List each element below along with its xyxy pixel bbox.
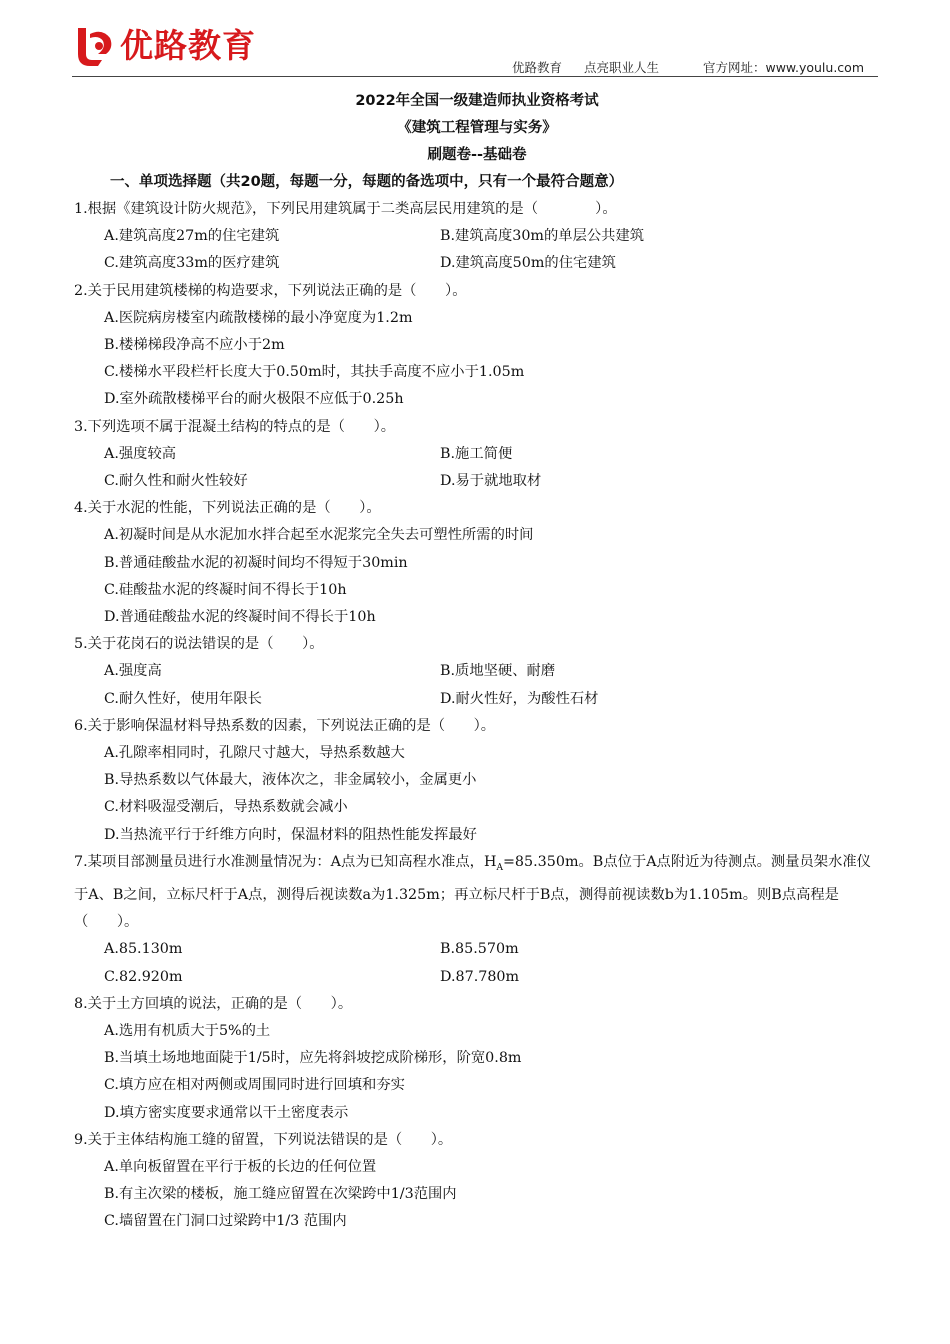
option-list — [74, 740, 880, 849]
option-c: C.建筑高度33m的医疗建筑 — [104, 255, 280, 272]
logo-text: 优路教育 — [120, 26, 256, 65]
option-list — [74, 936, 880, 990]
subscript-a: A — [496, 862, 503, 873]
question-stem — [74, 849, 880, 936]
document-body — [74, 88, 880, 1236]
option-d: D.当热流平行于纤维方向时，保温材料的阻热性能发挥最好 — [104, 826, 477, 843]
section-heading: 一、单项选择题（共20题，每题一分，每题的备选项中，只有一个最符合题意） — [110, 174, 624, 190]
option-b: B.建筑高度30m的单层公共建筑 — [440, 228, 645, 245]
question-stem: 4.关于水泥的性能，下列说法正确的是（ ）。 — [74, 500, 381, 517]
paper-title: 刷题卷--基础卷 — [427, 147, 527, 163]
option-c: C.墙留置在门洞口过梁跨中1/3 范围内 — [104, 1213, 347, 1230]
website-link[interactable]: 官方网址：www.youlu.com — [702, 60, 864, 75]
option-b: B.施工简便 — [440, 445, 513, 462]
option-list — [74, 522, 880, 631]
question-stem: 8.关于土方回填的说法，正确的是（ ）。 — [74, 995, 353, 1012]
option-d: D.填方密实度要求通常以干土密度表示 — [104, 1104, 349, 1121]
question-stem: 6.关于影响保温材料导热系数的因素，下列说法正确的是（ ）。 — [74, 717, 496, 734]
option-c: C.材料吸湿受潮后，导热系数就会减小 — [104, 799, 348, 816]
option-b: B.质地坚硬、耐磨 — [440, 663, 556, 680]
option-b: B.当填土场地地面陡于1/5时，应先将斜坡挖成阶梯形，阶宽0.8m — [104, 1050, 522, 1067]
question-stem: 3.下列选项不属于混凝土结构的特点的是（ ）。 — [74, 418, 396, 435]
stem-part-1: 7.某项目部测量员进行水准测量情况为：A点为已知高程水准点，H — [74, 853, 497, 870]
option-list — [74, 1154, 880, 1236]
option-list — [74, 1018, 880, 1127]
option-d: D.建筑高度50m的住宅建筑 — [440, 255, 616, 272]
option-c: C.楼梯水平段栏杆长度大于0.50m时，其扶手高度不应小于1.05m — [104, 364, 525, 381]
option-b: B.85.570m — [440, 941, 519, 958]
option-b: B.普通硅酸盐水泥的初凝时间均不得短于30min — [104, 554, 408, 571]
option-c: C.82.920m — [104, 968, 183, 985]
option-a: A.强度高 — [104, 663, 162, 680]
exam-title: 2022年全国一级建造师执业资格考试 — [355, 93, 599, 109]
question-stem: 1.根据《建筑设计防火规范》，下列民用建筑属于二类高层民用建筑的是（ ）。 — [74, 201, 617, 217]
option-list — [74, 223, 880, 277]
header-info — [494, 58, 864, 76]
question-stem: 5.关于花岗石的说法错误的是（ ）。 — [74, 636, 324, 653]
option-b: B.有主次梁的楼板，施工缝应留置在次梁跨中1/3范围内 — [104, 1186, 457, 1203]
option-a: A.85.130m — [104, 941, 183, 958]
stem-part-2: =85.350m。B点位于A点附近为待测点。测量员架水准仪于A、B之间，立标尺杆于A点，测得后视读数a为1.325m；再立标尺杆于B点，测得前视读数b为1.105m。则B点高程是（ ）。 — [74, 853, 871, 931]
option-b: B.导热系数以气体最大，液体次之，非金属较小，金属更小 — [104, 772, 477, 789]
option-c: C.耐久性好，使用年限长 — [104, 690, 262, 707]
option-d: D.耐火性好，为酸性石材 — [440, 690, 599, 707]
option-d: D.室外疏散楼梯平台的耐火极限不应低于0.25h — [104, 391, 404, 408]
header-divider — [72, 76, 878, 77]
option-list — [74, 305, 880, 414]
option-a: A.医院病房楼室内疏散楼梯的最小净宽度为1.2m — [104, 309, 413, 326]
option-c: C.耐久性和耐火性较好 — [104, 473, 248, 490]
option-list — [74, 441, 880, 495]
option-list — [74, 658, 880, 712]
brand-name: 优路教育 — [511, 60, 562, 75]
option-d: D.易于就地取材 — [440, 473, 542, 490]
option-b: B.楼梯梯段净高不应小于2m — [104, 337, 285, 354]
slogan: 点亮职业人生 — [583, 60, 659, 75]
option-a: A.孔隙率相同时，孔隙尺寸越大，导热系数越大 — [104, 745, 405, 762]
option-c: C.填方应在相对两侧或周围同时进行回填和夯实 — [104, 1077, 405, 1094]
question-stem: 2.关于民用建筑楼梯的构造要求，下列说法正确的是（ ）。 — [74, 282, 467, 299]
option-a: A.单向板留置在平行于板的长边的任何位置 — [104, 1158, 377, 1175]
brand-logo — [72, 24, 312, 68]
option-d: D.87.780m — [440, 968, 520, 985]
youlu-logo-icon — [72, 24, 116, 68]
option-a: A.选用有机质大于5%的土 — [104, 1022, 271, 1039]
option-c: C.硅酸盐水泥的终凝时间不得长于10h — [104, 581, 347, 598]
option-a: A.强度较高 — [104, 445, 177, 462]
subject-title: 《建筑工程管理与实务》 — [397, 120, 557, 136]
question-stem: 9.关于主体结构施工缝的留置，下列说法错误的是（ ）。 — [74, 1131, 453, 1148]
option-a: A.初凝时间是从水泥加水拌合起至水泥浆完全失去可塑性所需的时间 — [104, 527, 534, 544]
option-a: A.建筑高度27m的住宅建筑 — [104, 228, 280, 245]
option-d: D.普通硅酸盐水泥的终凝时间不得长于10h — [104, 609, 376, 626]
page-header — [72, 18, 878, 78]
